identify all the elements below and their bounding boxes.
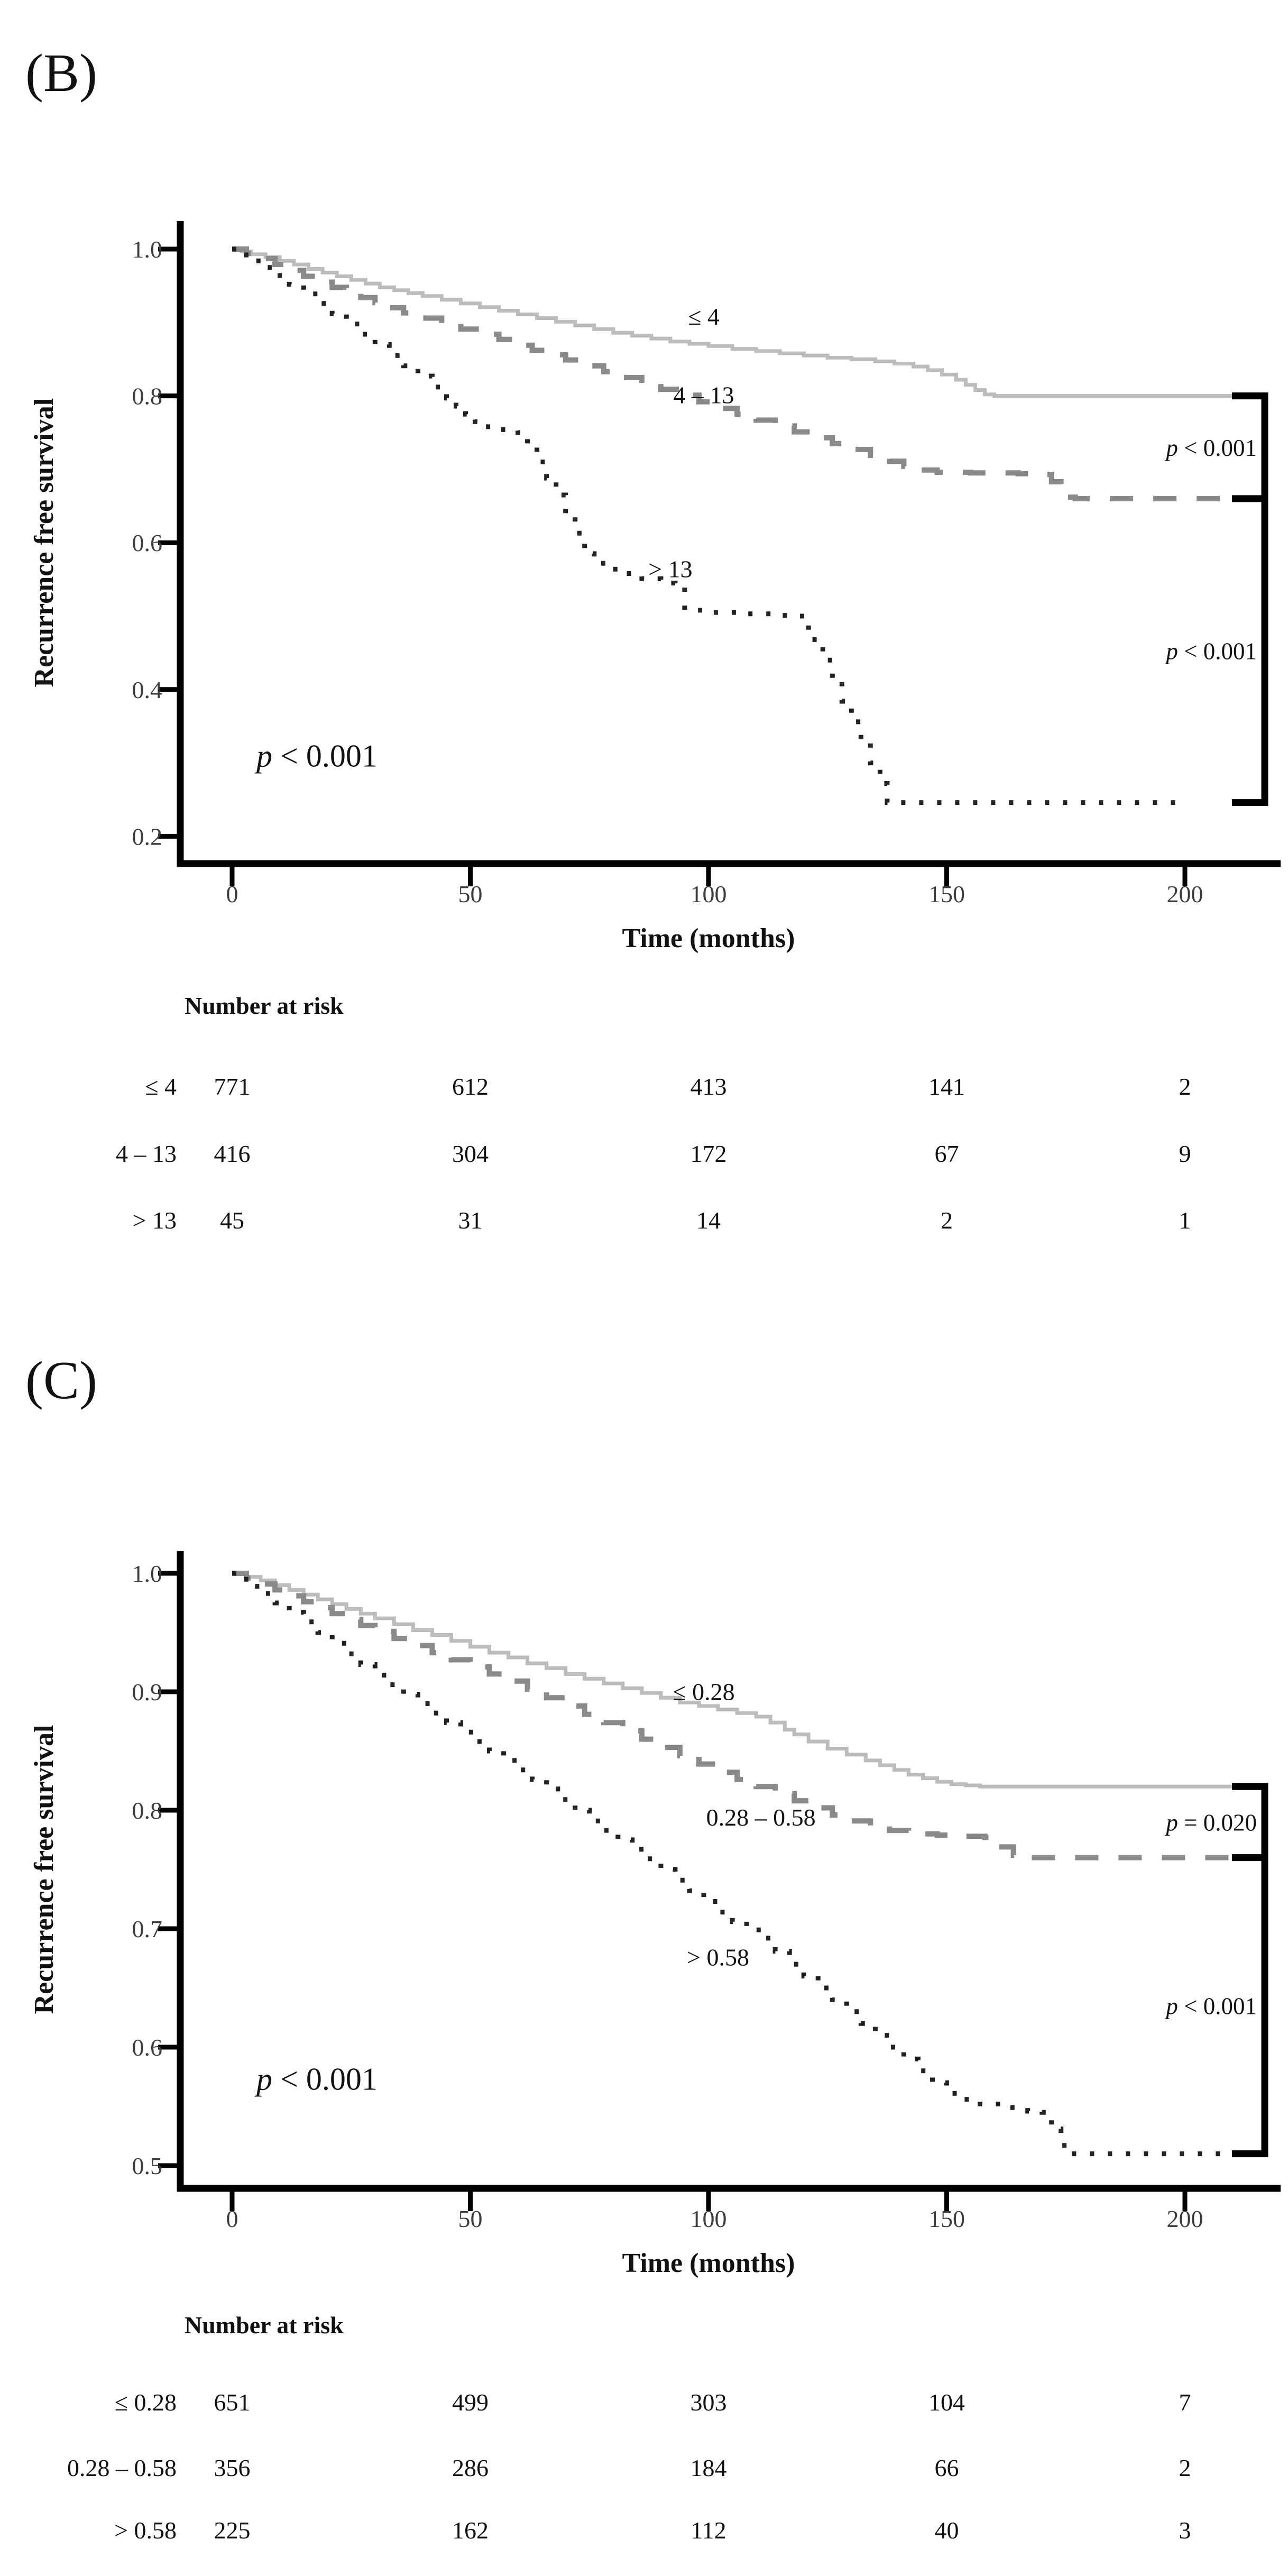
risk-cell-C-0-1: 499 <box>452 2389 489 2416</box>
y-tick-label-B: 1.0 <box>132 236 162 263</box>
risk-cell-C-2-3: 40 <box>934 2517 959 2544</box>
y-axis-title-C: Recurrence free survival <box>29 1725 59 2014</box>
curve-label-C-0: ≤ 0.28 <box>673 1678 735 1706</box>
risk-cell-C-2-4: 3 <box>1179 2517 1191 2544</box>
risk-cell-C-1-2: 184 <box>690 2454 727 2481</box>
y-tick-label-C: 1.0 <box>132 1560 162 1587</box>
pvalue-overall-B: p < 0.001 <box>256 738 378 774</box>
km-curve-B-2 <box>232 249 1185 803</box>
risk-cell-C-2-1: 162 <box>452 2517 489 2544</box>
y-tick-label-C: 0.5 <box>132 2152 162 2179</box>
km-curve-C-2 <box>232 1573 1232 2154</box>
x-tick-label-C: 0 <box>226 2205 238 2232</box>
risk-cell-B-0-4: 2 <box>1179 1073 1191 1100</box>
km-curve-B-0 <box>232 249 1265 396</box>
risk-row-label-C-2: > 0.58 <box>114 2517 177 2544</box>
risk-table-title-C: Number at risk <box>185 2312 344 2339</box>
risk-row-label-C-1: 0.28 – 0.58 <box>67 2454 177 2481</box>
y-tick-label-B: 0.2 <box>132 823 162 850</box>
risk-cell-C-0-3: 104 <box>928 2389 965 2416</box>
risk-cell-C-2-0: 225 <box>214 2517 251 2544</box>
risk-cell-C-1-1: 286 <box>452 2454 489 2481</box>
risk-cell-B-0-0: 771 <box>214 1073 251 1100</box>
risk-cell-B-1-2: 172 <box>690 1140 727 1167</box>
x-tick-label-B: 50 <box>458 881 483 907</box>
x-tick-label-B: 100 <box>690 881 727 907</box>
x-tick-label-B: 0 <box>226 881 238 907</box>
curve-label-B-0: ≤ 4 <box>688 303 720 330</box>
x-tick-label-B: 150 <box>928 881 965 907</box>
risk-row-label-B-2: > 13 <box>132 1207 177 1234</box>
y-tick-label-B: 0.4 <box>132 676 162 703</box>
risk-cell-C-2-2: 112 <box>691 2517 726 2544</box>
km-panel-C <box>25 1351 1281 2544</box>
x-axis-title-C: Time (months) <box>622 2248 795 2278</box>
risk-cell-C-0-2: 303 <box>690 2389 727 2416</box>
pvalue-bracket-label-C-1: p < 0.001 <box>1166 1993 1257 2020</box>
risk-cell-B-1-4: 9 <box>1179 1140 1191 1167</box>
risk-cell-B-2-4: 1 <box>1179 1207 1191 1234</box>
y-tick-label-C: 0.7 <box>132 1915 162 1942</box>
panel-label-C: (C) <box>25 1351 97 1410</box>
risk-cell-B-1-3: 67 <box>934 1140 959 1167</box>
risk-cell-C-0-4: 7 <box>1179 2389 1191 2416</box>
risk-cell-B-0-3: 141 <box>928 1073 965 1100</box>
risk-cell-B-2-3: 2 <box>941 1207 953 1234</box>
risk-cell-B-0-1: 612 <box>452 1073 489 1100</box>
curve-label-C-2: > 0.58 <box>687 1944 749 1971</box>
risk-cell-C-1-0: 356 <box>214 2454 251 2481</box>
pvalue-bracket-C <box>1232 1786 1265 2153</box>
y-tick-label-C: 0.9 <box>132 1679 162 1706</box>
x-tick-label-C: 150 <box>928 2205 965 2232</box>
risk-row-label-B-0: ≤ 4 <box>145 1073 177 1100</box>
risk-cell-C-1-3: 66 <box>934 2454 959 2481</box>
y-tick-label-C: 0.8 <box>132 1797 162 1824</box>
x-axis-title-B: Time (months) <box>622 923 795 954</box>
km-panel-B <box>25 43 1281 1234</box>
risk-cell-B-1-0: 416 <box>214 1140 251 1167</box>
y-tick-label-C: 0.6 <box>132 2034 162 2061</box>
risk-row-label-C-0: ≤ 0.28 <box>114 2389 177 2416</box>
risk-cell-B-1-1: 304 <box>452 1140 489 1167</box>
risk-cell-B-2-2: 14 <box>696 1207 721 1234</box>
x-tick-label-B: 200 <box>1166 881 1203 907</box>
risk-cell-C-1-4: 2 <box>1179 2454 1191 2481</box>
risk-cell-B-2-0: 45 <box>220 1207 244 1234</box>
x-tick-label-C: 200 <box>1166 2205 1203 2232</box>
risk-cell-C-0-0: 651 <box>214 2389 251 2416</box>
km-curve-C-0 <box>232 1573 1265 1786</box>
pvalue-overall-C: p < 0.001 <box>256 2061 378 2097</box>
panel-label-B: (B) <box>25 43 97 103</box>
risk-table-title-B: Number at risk <box>185 992 344 1019</box>
curve-label-C-1: 0.28 – 0.58 <box>706 1804 816 1831</box>
curve-label-B-1: 4 – 13 <box>673 381 734 409</box>
y-axis-title-B: Recurrence free survival <box>29 398 59 687</box>
x-tick-label-C: 50 <box>458 2205 483 2232</box>
risk-row-label-B-1: 4 – 13 <box>116 1140 177 1167</box>
pvalue-bracket-label-B-1: p < 0.001 <box>1166 638 1257 665</box>
pvalue-bracket-label-B-0: p < 0.001 <box>1166 434 1257 461</box>
risk-cell-B-0-2: 413 <box>690 1073 727 1100</box>
pvalue-bracket-label-C-0: p = 0.020 <box>1166 1809 1257 1836</box>
y-tick-label-B: 0.8 <box>132 382 162 410</box>
x-tick-label-C: 100 <box>690 2205 727 2232</box>
curve-label-B-2: > 13 <box>648 555 693 583</box>
y-tick-label-B: 0.6 <box>132 529 162 557</box>
risk-cell-B-2-1: 31 <box>458 1207 483 1234</box>
